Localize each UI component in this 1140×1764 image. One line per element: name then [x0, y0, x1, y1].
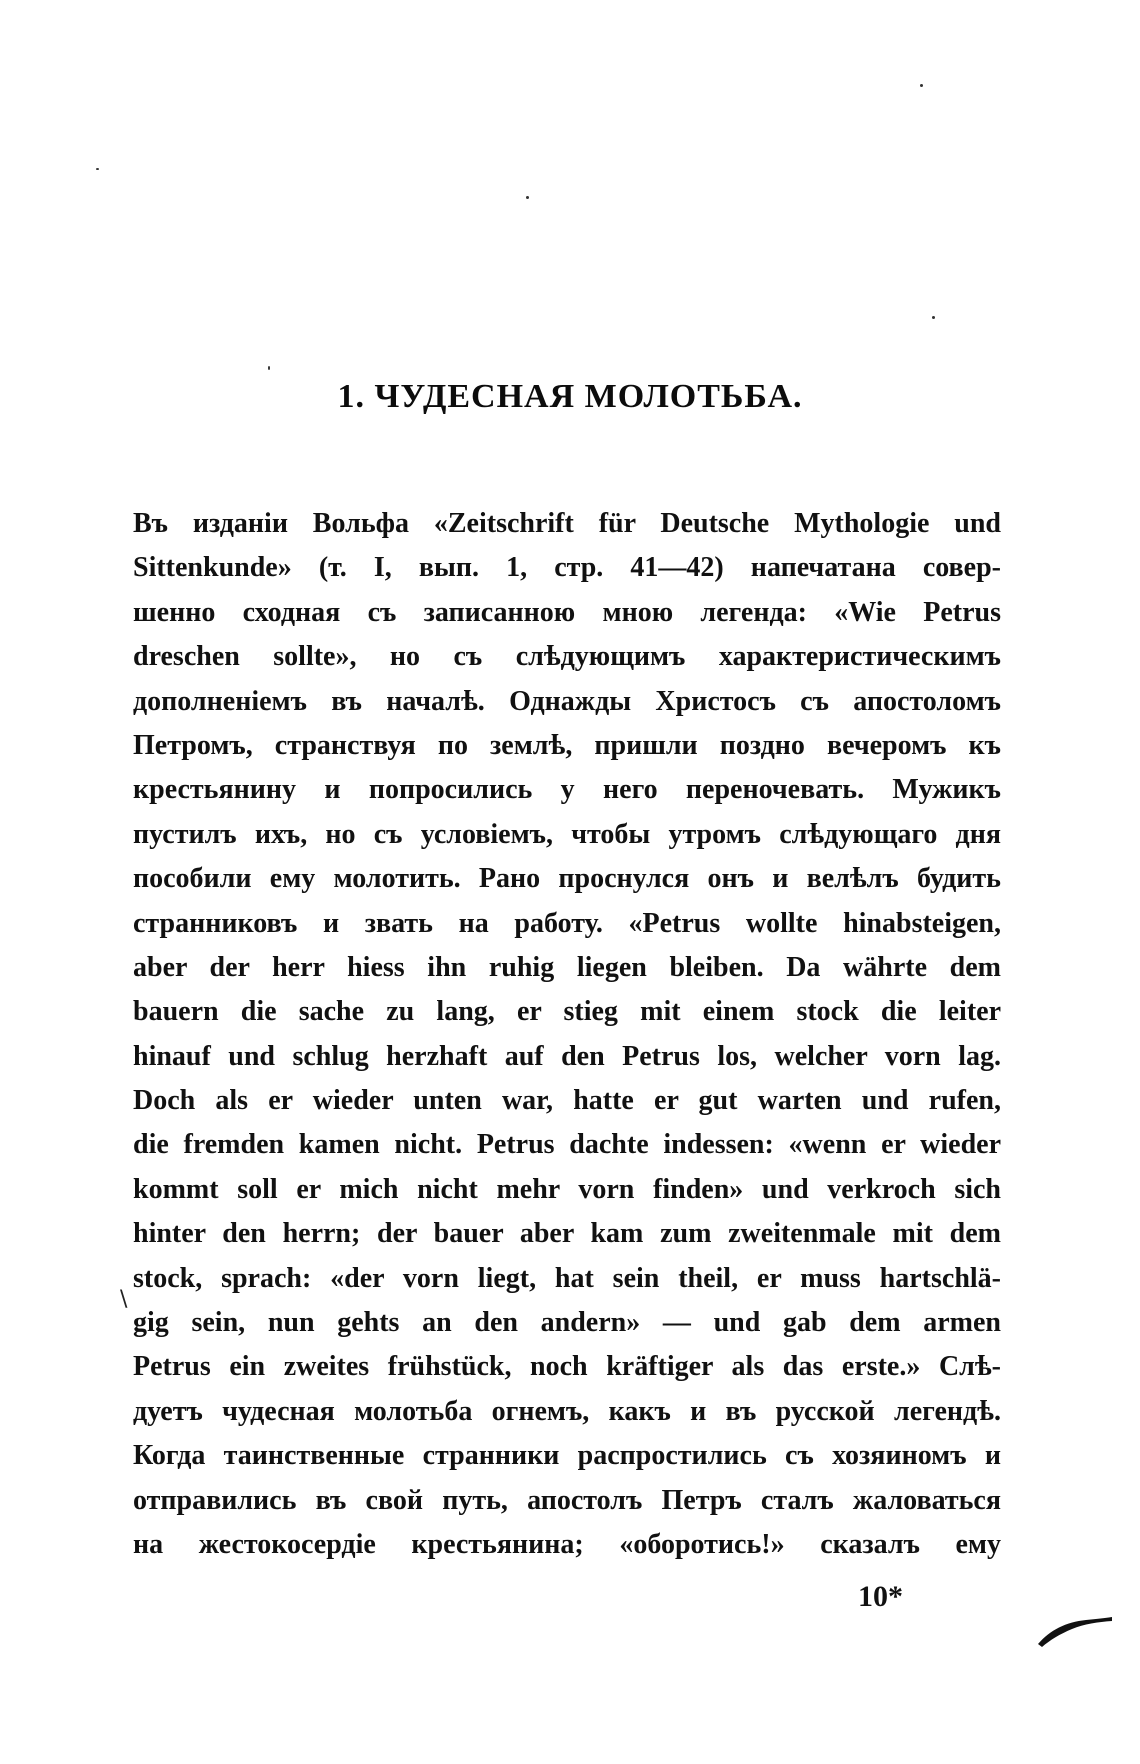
text-line: bauern die sache zu lang, er stieg mit einem stock die leiter	[133, 996, 1001, 1028]
scan-speck	[932, 316, 935, 319]
text-line: gig sein, nun gehts an den andern» — und gab dem armen	[133, 1307, 1001, 1339]
scan-speck	[268, 366, 270, 370]
text-line: пустилъ ихъ, но съ условіемъ, чтобы утромъ слѣдующаго дня	[133, 818, 1001, 850]
text-line: Petrus ein zweites frühstück, noch kräftiger als das erste.» Слѣ-	[133, 1351, 1001, 1383]
text-line: на жестокосердіе крестьянина; «оборотись!» сказалъ ему	[133, 1528, 1001, 1560]
text-line: hinter den herrn; der bauer aber kam zum zweitenmale mit dem	[133, 1218, 1001, 1250]
text-line: Петромъ, странствуя по землѣ, пришли поздно вечеромъ къ	[133, 729, 1001, 761]
chapter-title: 1. ЧУДЕСНАЯ МОЛОТЬБА.	[337, 378, 803, 415]
text-line: Въ изданіи Вольфа «Zeitschrift für Deutsche Mythologie und	[133, 508, 1001, 539]
text-line: пособили ему молотить. Рано проснулся онъ и велѣлъ будить	[133, 863, 1001, 895]
text-line: Когда таинственные странники распростились съ хозяиномъ и	[133, 1440, 1001, 1472]
text-line: дуетъ чудесная молотьба огнемъ, какъ и въ русской легендѣ.	[133, 1395, 1001, 1427]
scan-speck	[920, 84, 923, 87]
text-line: Sittenkunde» (т. I, вып. 1, стр. 41—42) напечатана совер-	[133, 552, 1001, 584]
text-line: дополненіемъ въ началѣ. Однажды Христосъ съ апостоломъ	[133, 685, 1001, 717]
text-line: странниковъ и звать на работу. «Petrus wollte hinabsteigen,	[133, 907, 1001, 939]
margin-mark: \	[120, 1287, 128, 1312]
text-line: dreschen sollte», но съ слѣдующимъ характеристическимъ	[133, 641, 1001, 673]
text-line: шенно сходная съ записанною мною легенда: «Wie Petrus	[133, 596, 1001, 628]
text-line: крестьянину и попросились у него переночевать. Мужикъ	[133, 774, 1001, 806]
text-line: kommt soll er mich nicht mehr vorn finden» und verkroch sich	[133, 1173, 1001, 1205]
scan-speck	[526, 196, 529, 199]
text-line: Doch als er wieder unten war, hatte er gut warten und rufen,	[133, 1085, 1001, 1117]
page-number: 10*	[858, 1580, 903, 1613]
body-text	[133, 502, 1001, 1567]
text-line: aber der herr hiess ihn ruhig liegen bleiben. Da währte dem	[133, 951, 1001, 983]
text-line: die fremden kamen nicht. Petrus dachte indessen: «wenn er wieder	[133, 1129, 1001, 1161]
text-line: stock, sprach: «der vorn liegt, hat sein theil, er muss hartschlä-	[133, 1262, 1001, 1294]
scan-artifact-stroke	[1036, 1604, 1114, 1648]
text-line: hinauf und schlug herzhaft auf den Petrus los, welcher vorn lag.	[133, 1040, 1001, 1072]
text-line: отправились въ свой путь, апостолъ Петръ сталъ жаловаться	[133, 1484, 1001, 1516]
scan-speck	[96, 168, 99, 170]
